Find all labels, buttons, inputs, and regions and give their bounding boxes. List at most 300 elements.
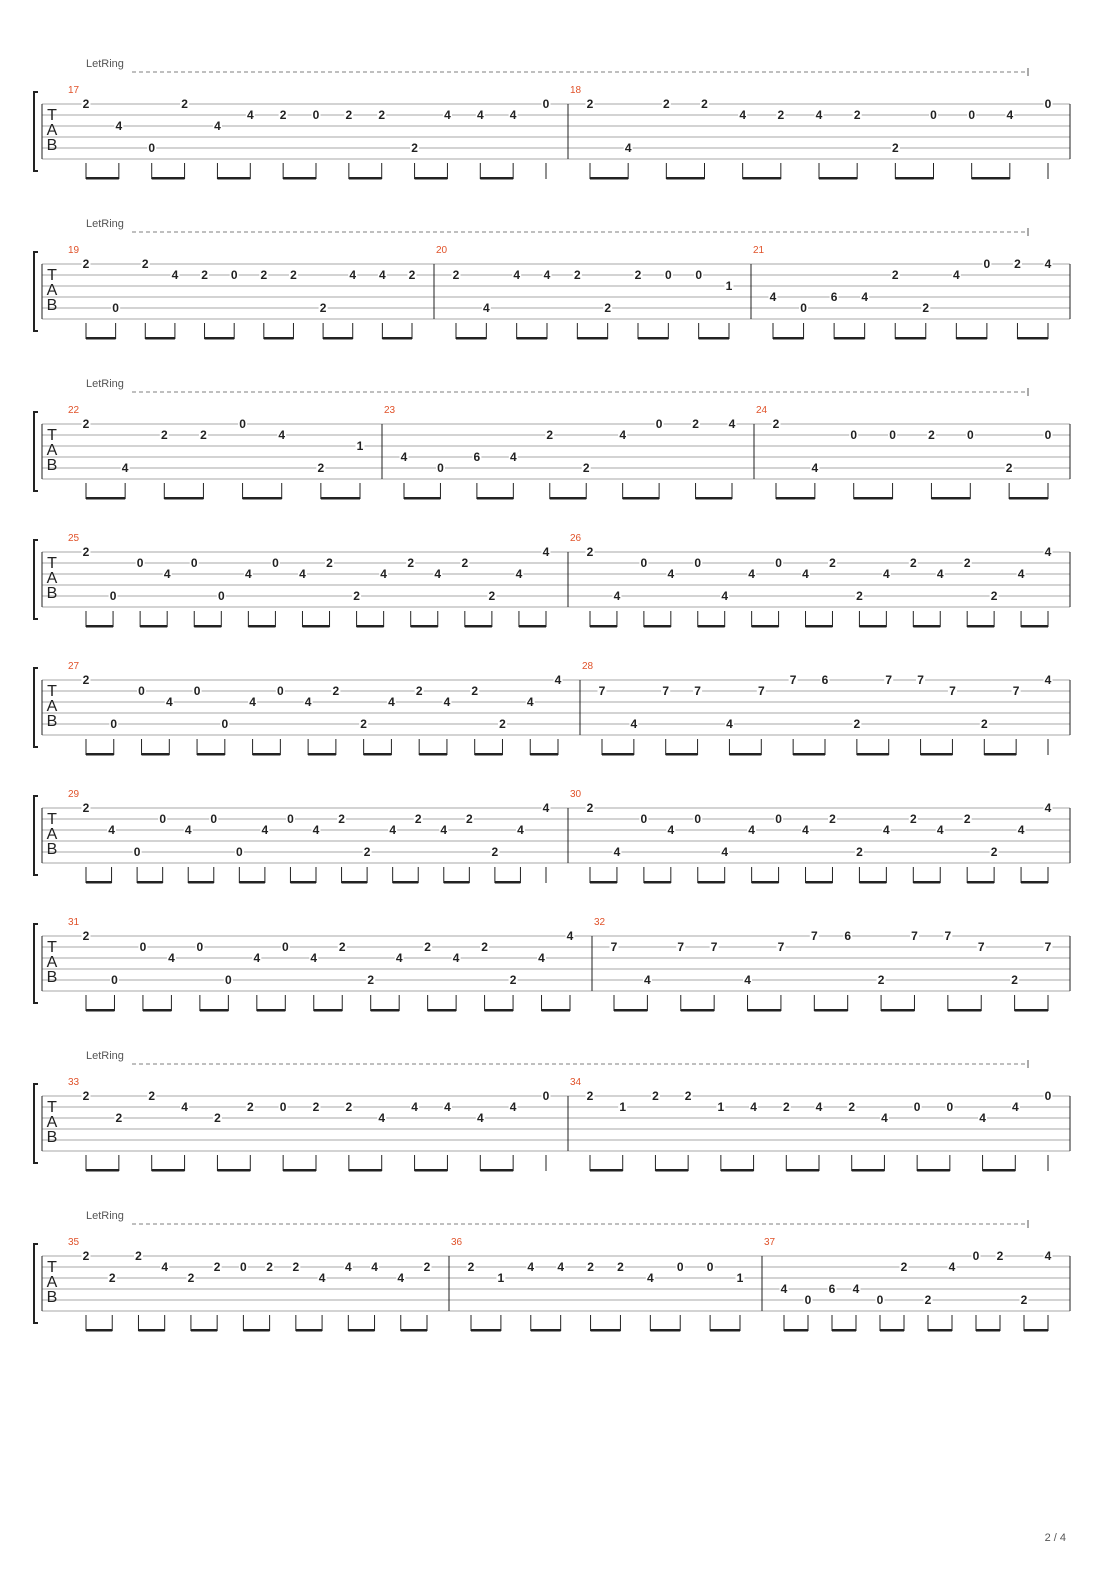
system-bracket [34,540,38,619]
note-beam [404,497,440,500]
tab-system [34,917,1070,1012]
fret-number: 4 [245,567,252,581]
tab-system [34,218,1070,340]
fret-number: 0 [542,97,550,111]
fret-number: 4 [624,141,632,155]
fret-number: 0 [281,940,289,954]
fret-number: 4 [1044,801,1052,815]
fret-number: 2 [900,1260,908,1274]
fret-number: 0 [972,1249,980,1263]
fret-number: 2 [452,268,460,282]
fret-number: 2 [980,717,988,731]
fret-number: 2 [141,257,149,271]
fret-number: 4 [748,823,755,837]
fret-number: 0 [1044,1089,1052,1103]
measure-number: 20 [436,245,448,256]
fret-number: 2 [424,940,431,954]
measure [68,85,551,180]
fret-number: 7 [610,940,618,954]
note-beam [1021,881,1048,884]
fret-number: 4 [388,695,395,709]
fret-number: 2 [573,268,581,282]
fret-number: 0 [966,428,974,442]
note-beam [854,497,893,500]
fret-number: 0 [136,556,144,570]
fret-number: 2 [829,812,836,826]
fret-number: 2 [488,589,496,603]
fret-number: 0 [110,717,118,731]
system-bracket [34,796,38,875]
fret-number: 1 [356,439,364,453]
fret-number: 7 [710,940,718,954]
tab-clef-letter: T [47,267,57,284]
fret-number: 4 [557,1260,565,1274]
fret-number: 0 [239,417,246,431]
fret-number: 2 [586,1089,594,1103]
fret-number: 2 [604,301,612,315]
tab-system [34,789,1070,884]
tab-clef-letter: A [46,1114,58,1131]
note-beam [859,625,886,628]
measure [754,405,1053,500]
fret-number: 0 [775,556,782,570]
fret-number: 4 [739,108,747,122]
note-beam [917,1169,950,1172]
fret-number: 1 [725,279,733,293]
tab-clef-letter: B [46,585,58,602]
fret-number: 4 [815,1100,823,1114]
fret-number: 2 [1020,1293,1028,1307]
fret-number: 2 [491,845,499,859]
fret-number: 2 [777,108,785,122]
fret-number: 2 [345,1100,353,1114]
note-beam [86,337,116,340]
note-beam [419,753,447,756]
note-beam [921,753,953,756]
fret-number: 2 [652,1089,659,1103]
measure-number: 17 [68,85,80,96]
fret-number: 7 [1044,940,1052,954]
fret-number: 4 [566,929,574,943]
note-beam [913,625,940,628]
note-beam [145,337,175,340]
note-beam [1021,625,1048,628]
fret-number: 0 [148,141,156,155]
note-beam [550,497,586,500]
fret-number: 4 [168,951,175,965]
let-ring-label: LetRing [86,1050,124,1062]
measure [592,917,1053,1012]
fret-number: 4 [344,1260,352,1274]
fret-number: 0 [277,684,284,698]
measure [68,917,575,1012]
fret-number: 7 [598,684,606,698]
measure [762,1237,1053,1332]
fret-number: 4 [246,108,254,122]
note-beam [475,753,503,756]
fret-number: 4 [543,268,551,282]
fret-number: 1 [736,1271,744,1285]
fret-number: 4 [509,1100,517,1114]
fret-number: 4 [728,417,736,431]
fret-number: 4 [482,301,490,315]
note-beam [217,177,250,180]
fret-number: 4 [780,1282,788,1296]
fret-number: 4 [744,973,751,987]
note-beam [852,1169,885,1172]
tab-system [34,378,1070,500]
fret-number: 4 [769,290,777,304]
measure [449,1237,745,1332]
tab-clef-letter: T [47,427,57,444]
fret-number: 4 [1044,673,1052,687]
fret-number: 0 [640,556,648,570]
fret-number: 4 [1006,108,1014,122]
let-ring-label: LetRing [86,378,124,390]
fret-number: 4 [379,268,386,282]
note-beam [644,625,671,628]
measure [568,85,1053,180]
fret-number: 2 [461,556,469,570]
note-beam [699,337,729,340]
fret-number: 0 [664,268,672,282]
measure [68,1077,551,1172]
fret-number: 0 [930,108,937,122]
tab-system [34,1210,1070,1332]
fret-number: 7 [662,684,670,698]
fret-number: 2 [246,1100,254,1114]
fret-number: 2 [292,1260,300,1274]
note-beam [480,1169,513,1172]
note-beam [138,1329,164,1332]
fret-number: 4 [371,1260,378,1274]
fret-number: 2 [148,1089,156,1103]
fret-number: 4 [509,108,517,122]
note-beam [243,1329,269,1332]
fret-number: 4 [613,589,621,603]
fret-number: 2 [856,845,863,859]
note-beam [590,625,617,628]
fret-number: 4 [936,567,944,581]
note-beam [321,497,360,500]
fret-number: 7 [789,673,797,687]
fret-number: 0 [946,1100,954,1114]
note-beam [152,1169,185,1172]
fret-number: 4 [883,823,890,837]
measure-number: 35 [68,1237,80,1248]
fret-number: 0 [542,1089,550,1103]
measure [68,405,365,500]
fret-number: 4 [400,450,408,464]
note-beam [591,1329,621,1332]
fret-number: 4 [380,567,387,581]
note-beam [152,177,185,180]
fret-number: 2 [338,940,346,954]
note-beam [323,337,353,340]
fret-number: 2 [363,845,371,859]
tab-clef-letter: A [46,826,58,843]
note-beam [86,753,114,756]
note-beam [983,1169,1016,1172]
fret-number: 2 [692,417,699,431]
measure-number: 18 [570,85,582,96]
fret-number: 0 [694,556,702,570]
note-beam [517,337,547,340]
fret-number: 0 [695,268,703,282]
tab-clef-letter: B [46,137,58,154]
fret-number: 4 [721,845,729,859]
note-beam [832,1329,856,1332]
note-beam [283,1169,316,1172]
fret-number: 2 [1005,461,1013,475]
fret-number: 0 [889,428,896,442]
note-beam [614,1009,647,1012]
fret-number: 0 [800,301,807,315]
fret-number: 4 [476,1111,484,1125]
fret-number: 0 [804,1293,812,1307]
note-beam [786,1169,819,1172]
page-number: 2 / 4 [1044,1532,1066,1544]
fret-number: 2 [82,1089,90,1103]
fret-number: 2 [471,684,479,698]
tab-clef-letter: B [46,457,58,474]
fret-number: 4 [802,567,809,581]
fret-number: 4 [509,450,517,464]
fret-number: 0 [676,1260,684,1274]
fret-number: 4 [444,108,451,122]
fret-number: 2 [213,1260,221,1274]
fret-number: 2 [701,97,708,111]
fret-number: 4 [726,717,733,731]
fret-number: 4 [630,717,638,731]
fret-number: 2 [891,141,899,155]
note-beam [140,625,167,628]
note-beam [243,497,282,500]
measure-number: 30 [570,789,582,800]
fret-number: 2 [546,428,554,442]
fret-number: 2 [996,1249,1004,1263]
fret-number: 4 [936,823,944,837]
note-beam [928,1329,952,1332]
fret-number: 4 [261,823,269,837]
measure-number: 26 [570,533,582,544]
measure [68,1237,432,1332]
note-beam [1015,1009,1048,1012]
note-beam [253,753,281,756]
note-beam [577,337,607,340]
fret-number: 0 [850,428,858,442]
fret-number: 2 [181,97,188,111]
note-beam [248,625,275,628]
note-beam [371,1009,399,1012]
fret-number: 2 [586,97,594,111]
measure [568,1077,1053,1172]
fret-number: 2 [353,589,360,603]
tab-clef-letter: A [46,954,58,971]
note-beam [655,1169,688,1172]
fret-number: 0 [193,684,201,698]
fret-number: 2 [853,717,861,731]
fret-number: 2 [82,97,90,111]
note-beam [752,625,779,628]
note-beam [784,1329,808,1332]
fret-number: 2 [909,812,917,826]
fret-number: 4 [397,1271,405,1285]
note-beam [205,337,235,340]
fret-number: 7 [1012,684,1020,698]
fret-number: 2 [772,417,780,431]
fret-number: 7 [777,940,785,954]
note-beam [638,337,668,340]
note-beam [948,1009,981,1012]
fret-number: 4 [181,1100,188,1114]
fret-number: 2 [465,812,473,826]
fret-number: 4 [554,673,562,687]
measure [580,661,1053,756]
fret-number: 2 [187,1271,195,1285]
fret-number: 2 [82,1249,90,1263]
tab-clef-letter: T [47,683,57,700]
fret-number: 0 [876,1293,884,1307]
fret-number: 2 [582,461,590,475]
note-beam [194,625,221,628]
measure [68,533,551,628]
fret-number: 4 [619,428,627,442]
note-beam [519,625,546,628]
fret-number: 0 [230,268,238,282]
fret-number: 0 [913,1100,921,1114]
fret-number: 0 [109,589,117,603]
note-beam [793,753,825,756]
note-beam [364,753,392,756]
fret-number: 2 [990,589,998,603]
note-beam [976,1329,1000,1332]
fret-number: 2 [332,684,340,698]
fret-number: 2 [634,268,642,282]
fret-number: 4 [948,1260,956,1274]
note-beam [644,881,671,884]
fret-number: 2 [856,589,863,603]
fret-number: 4 [1017,567,1025,581]
measure-number: 36 [451,1237,463,1248]
note-beam [743,177,781,180]
tab-clef-letter: A [46,570,58,587]
note-beam [86,625,113,628]
note-beam [308,753,336,756]
note-beam [748,1009,781,1012]
fret-number: 2 [782,1100,790,1114]
fret-number: 4 [815,108,823,122]
measure [568,533,1053,628]
fret-number: 2 [909,556,917,570]
note-beam [1024,1329,1048,1332]
fret-number: 4 [613,845,621,859]
fret-number: 0 [694,812,702,826]
note-beam [881,1009,914,1012]
fret-number: 2 [317,461,325,475]
fret-number: 4 [121,461,129,475]
note-beam [217,1169,250,1172]
fret-number: 4 [115,119,123,133]
fret-number: 7 [911,929,918,943]
fret-number: 7 [694,684,701,698]
measure-number: 33 [68,1077,80,1088]
fret-number: 2 [1011,973,1018,987]
note-beam [257,1009,285,1012]
fret-number: 0 [983,257,991,271]
fret-number: 2 [684,1089,692,1103]
note-beam [428,1009,456,1012]
note-beam [477,497,513,500]
fret-number: 4 [165,695,173,709]
fret-number: 2 [586,545,594,559]
note-beam [86,497,125,500]
note-beam [191,1329,217,1332]
fret-number: 4 [517,823,524,837]
fret-number: 4 [304,695,312,709]
tab-clef-letter: A [46,698,58,715]
note-beam [721,1169,754,1172]
fret-number: 4 [542,545,550,559]
fret-number: 0 [138,684,145,698]
let-ring-label: LetRing [86,58,124,70]
tab-clef-letter: A [46,442,58,459]
tab-system [34,1050,1070,1172]
note-beam [623,497,659,500]
fret-number: 2 [367,973,375,987]
fret-number: 4 [646,1271,654,1285]
fret-number: 4 [515,567,523,581]
fret-number: 4 [1011,1100,1019,1114]
fret-number: 0 [1044,428,1052,442]
fret-number: 4 [526,695,534,709]
note-beam [542,1009,570,1012]
fret-number: 4 [318,1271,326,1285]
note-beam [814,1009,847,1012]
fret-number: 2 [928,428,935,442]
fret-number: 2 [266,1260,273,1274]
note-beam [531,1329,561,1332]
fret-number: 2 [853,108,861,122]
measure [434,245,734,340]
fret-number: 2 [160,428,168,442]
fret-number: 2 [509,973,517,987]
fret-number: 0 [312,108,320,122]
note-beam [895,177,933,180]
note-beam [590,881,617,884]
fret-number: 0 [968,108,976,122]
note-beam [776,497,815,500]
fret-number: 0 [655,417,663,431]
fret-number: 2 [135,1249,142,1263]
fret-number: 4 [542,801,550,815]
note-beam [1009,497,1048,500]
fret-number: 1 [497,1271,505,1285]
fret-number: 6 [821,673,829,687]
tab-clef-letter: T [47,1259,57,1276]
fret-number: 4 [1044,257,1052,271]
note-beam [86,1329,112,1332]
fret-number: 4 [443,695,451,709]
fret-number: 0 [217,589,225,603]
note-beam [1017,337,1048,340]
tab-clef-letter: B [46,1289,58,1306]
tab-clef-letter: B [46,841,58,858]
note-beam [86,1169,119,1172]
fret-number: 4 [979,1111,986,1125]
fret-number: 4 [312,823,320,837]
note-beam [834,337,865,340]
